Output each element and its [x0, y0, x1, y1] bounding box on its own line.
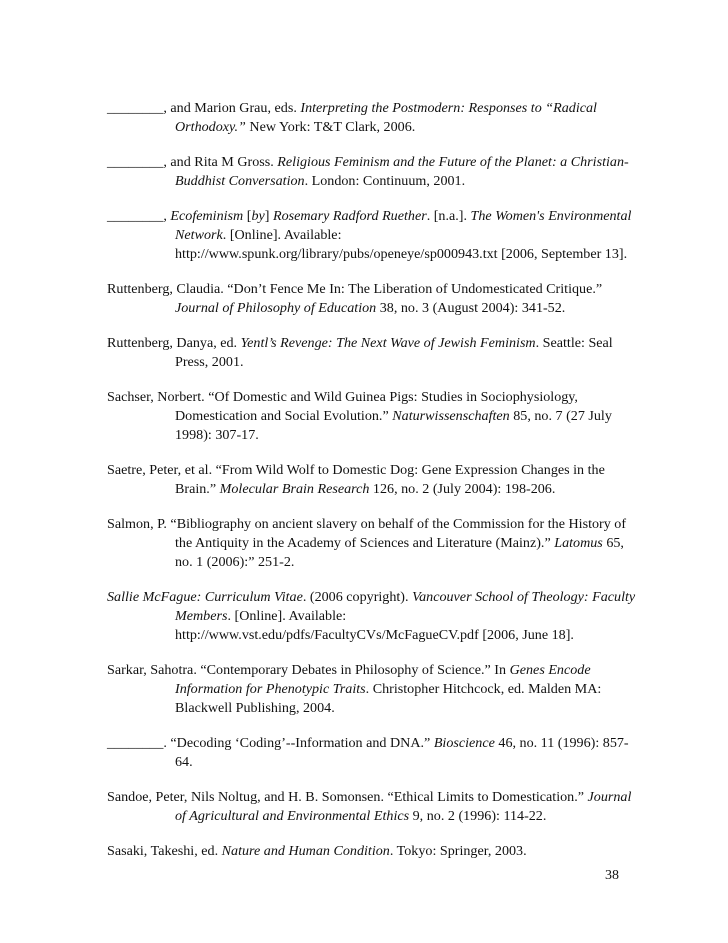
entry-title-text: Religious Feminism and the Future of the Planet: a Christian-Buddhist Conversation: [175, 154, 629, 189]
entry-text: ________, and Marion Grau, eds.: [107, 100, 301, 116]
entry-title-text: Nature and Human Condition: [221, 843, 390, 859]
page-number: 38: [605, 868, 619, 883]
entry-title-text: Ecofeminism: [170, 208, 244, 224]
entry-text: 38, no. 3 (August 2004): 341-52.: [376, 300, 566, 316]
entry-title-text: Genes Encode Information for Phenotypic Traits: [175, 662, 591, 697]
entry-text: Ruttenberg, Claudia. “Don’t Fence Me In: The Liberation of Undomesticated Critique.”: [107, 281, 603, 297]
entry-text: ________, and Rita M Gross.: [107, 154, 278, 170]
entry-text: 9, no. 2 (1996): 114-22.: [409, 808, 547, 824]
entry-text: Sarkar, Sahotra. “Contemporary Debates in Philosophy of Science.” In: [107, 662, 510, 678]
entry-text: . [Online]. Available: http://www.spunk.org/library/pubs/openeye/sp000943.txt [2006, September 13].: [175, 227, 628, 262]
bibliography-entry: [107, 207, 637, 264]
entry-title-text: Vancouver School of Theology: Faculty Members: [175, 589, 636, 624]
entry-text: . (2006 copyright).: [302, 589, 413, 605]
entry-text: 46, no. 11 (1996): 857-64.: [175, 735, 629, 770]
entry-text: Salmon, P. “Bibliography on ancient slavery on behalf of the Commission for the History of the Antiquity in the Academy of Sciences and Literature (Mainz).”: [107, 516, 627, 551]
entry-title-text: Molecular Brain Research: [219, 481, 370, 497]
entry-title-text: Naturwissenschaften: [392, 408, 510, 424]
entry-text: . Tokyo: Springer, 2003.: [389, 843, 527, 859]
entry-title-text: The Women's Environmental Network: [175, 208, 632, 243]
entry-text: . London: Continuum, 2001.: [304, 173, 466, 189]
entry-text: ________. “Decoding ‘Coding’--Information and DNA.”: [107, 735, 434, 751]
bibliography-entry: [107, 334, 637, 372]
entry-text: 85, no. 7 (27 July 1998): 307-17.: [175, 408, 612, 443]
bibliography-entry: [107, 661, 637, 718]
bibliography-entry: [107, 842, 637, 861]
bibliography-entry: [107, 280, 637, 318]
entry-text: Saetre, Peter, et al. “From Wild Wolf to Domestic Dog: Gene Expression Changes in the Brain.”: [107, 462, 605, 497]
entry-text: ________,: [107, 208, 171, 224]
entry-text: [: [243, 208, 252, 224]
bibliography-entry: [107, 99, 637, 137]
bibliography-entry: [107, 461, 637, 499]
entry-title-text: Rosemary Radford Ruether: [272, 208, 427, 224]
entry-text: . Christopher Hitchcock, ed. Malden MA: Blackwell Publishing, 2004.: [175, 681, 602, 716]
entry-title-text: Latomus: [554, 535, 603, 551]
bibliography-entry: [107, 388, 637, 445]
entry-title-text: by: [251, 208, 265, 224]
entry-text: . [Online]. Available: http://www.vst.edu/pdfs/FacultyCVs/McFagueCV.pdf [2006, June 18].: [175, 608, 574, 643]
entry-title-text: Yentl’s Revenge: The Next Wave of Jewish Feminism: [240, 335, 536, 351]
bibliography-entry: [107, 588, 637, 645]
bibliography-entry: [107, 788, 637, 826]
entry-text: Sachser, Norbert. “Of Domestic and Wild Guinea Pigs: Studies in Sociophysiology, Domestication and Social Evolution.”: [107, 389, 578, 424]
entry-text: ]: [264, 208, 273, 224]
bibliography-list: [107, 99, 637, 877]
bibliography-entry: [107, 153, 637, 191]
entry-text: 126, no. 2 (July 2004): 198-206.: [369, 481, 556, 497]
entry-text: Ruttenberg, Danya, ed.: [107, 335, 241, 351]
entry-text: . [n.a.].: [426, 208, 471, 224]
entry-title-text: Sallie McFague: Curriculum Vitae: [107, 589, 303, 605]
entry-text: Sandoe, Peter, Nils Noltug, and H. B. Somonsen. “Ethical Limits to Domestication.”: [107, 789, 588, 805]
entry-text: 65, no. 1 (2006):” 251-2.: [175, 535, 624, 570]
bibliography-entry: [107, 515, 637, 572]
entry-text: Sasaki, Takeshi, ed.: [107, 843, 222, 859]
entry-title-text: Journal of Agricultural and Environmental Ethics: [175, 789, 632, 824]
entry-title-text: Interpreting the Postmodern: Responses to “Radical Orthodoxy.”: [175, 100, 597, 135]
entry-title-text: Journal of Philosophy of Education: [175, 300, 377, 316]
entry-text: . Seattle: Seal Press, 2001.: [175, 335, 613, 370]
entry-title-text: Bioscience: [433, 735, 495, 751]
entry-text: New York: T&T Clark, 2006.: [245, 119, 416, 135]
bibliography-entry: [107, 734, 637, 772]
